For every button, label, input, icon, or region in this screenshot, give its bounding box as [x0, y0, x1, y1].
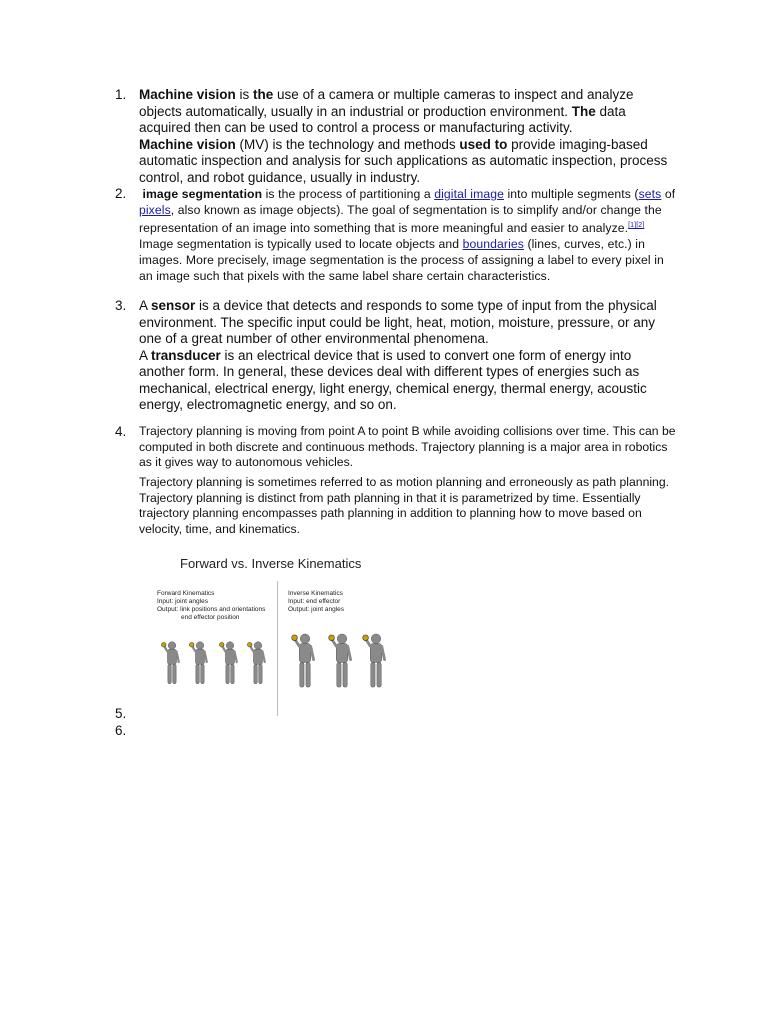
- robot-figure: [248, 642, 265, 684]
- term-machine-vision: Machine vision: [139, 136, 236, 152]
- robot-figure: [220, 642, 237, 684]
- link-sets[interactable]: sets: [638, 187, 662, 201]
- term-machine-vision: Machine vision: [139, 87, 236, 102]
- robot-arm-illustration: [150, 553, 390, 718]
- robot-figure: [190, 642, 207, 684]
- robot-figure: [363, 634, 385, 687]
- list-number: 2.: [115, 186, 127, 201]
- term-transducer: transducer: [151, 347, 221, 363]
- paragraph-image-segmentation: image segmentation is the process of partitioning a digital image into multiple segments (sets of pixels, also known as image objects). The goal of segmentation is to simplify and/or change the representation of an image into something that is more meaningful and easier to analyze.[1][2] Image segmentation is typically used to locate objects and boundaries (lines, curves, etc.) in images. More precisely, image segmentation is the process of assigning a label to every pixel in an image such that pixels with the same label share certain characteristics.: [139, 187, 676, 284]
- paragraph-machine-vision-2: Machine vision (MV) is the technology and methods used to provide imaging-based automatic inspection and analysis for such applications as automatic inspection, process control, and robot guidance, usually in industry.: [139, 136, 668, 185]
- inverse-kinematics-caption: Inverse Kinematics Input: end effector Output: joint angles: [288, 590, 345, 613]
- list-number: 4.: [115, 424, 127, 439]
- link-boundaries[interactable]: boundaries: [462, 237, 524, 252]
- list-number: 3.: [115, 298, 127, 313]
- paragraph-machine-vision-1: Machine vision is the use of a camera or multiple cameras to inspect and analyze objects automatically, usually in an industrial or production environment. The data acquired then can be used to control a process or manufacturing activity.: [139, 87, 634, 135]
- kinematics-figure: [150, 553, 390, 718]
- paragraph-transducer: A transducer is an electrical device that is used to convert one form of energy into another form. In general, these devices deal with different types of energies such as mechanical, electrical energy, light energy, chemical energy, thermal energy, acoustic energy, electromagnetic energy, and so on.: [139, 347, 647, 412]
- list-number: 6.: [115, 723, 127, 738]
- paragraph-trajectory-2: Trajectory planning is sometimes referred to as motion planning and erroneously as path planning. Trajectory planning is distinct from path planning in that it is parametrized by time. Essentially trajectory planning encompasses path planning in addition to planning how to move based on velocity, time, and kinematics.: [139, 475, 670, 536]
- robot-figure: [292, 634, 314, 687]
- robot-figure: [162, 642, 179, 684]
- robot-figure: [329, 634, 351, 687]
- link-digital-image[interactable]: digital image: [434, 187, 504, 201]
- term-sensor: sensor: [151, 298, 196, 313]
- list-number: 1.: [115, 87, 127, 102]
- citation-ref[interactable]: [1][2]: [628, 222, 645, 229]
- term-image-segmentation: image segmentation: [142, 187, 263, 201]
- paragraph-sensor: A sensor is a device that detects and responds to some type of input from the physical environment. The specific input could be light, heat, motion, moisture, pressure, or any one of a great number of other environmental phenomena.: [139, 298, 657, 346]
- paragraph-trajectory-1: Trajectory planning is moving from point A to point B while avoiding collisions over time. This can be computed in both discrete and continuous methods. Trajectory planning is a major area in robotics as it gives way to autonomous vehicles.: [139, 424, 676, 469]
- forward-kinematics-caption: Forward Kinematics Input: joint angles Output: link positions and orientations end effector position: [157, 590, 266, 621]
- link-pixels[interactable]: pixels: [139, 203, 171, 217]
- figure-title: Forward vs. Inverse Kinematics: [180, 556, 362, 571]
- list-number: 5.: [115, 706, 127, 721]
